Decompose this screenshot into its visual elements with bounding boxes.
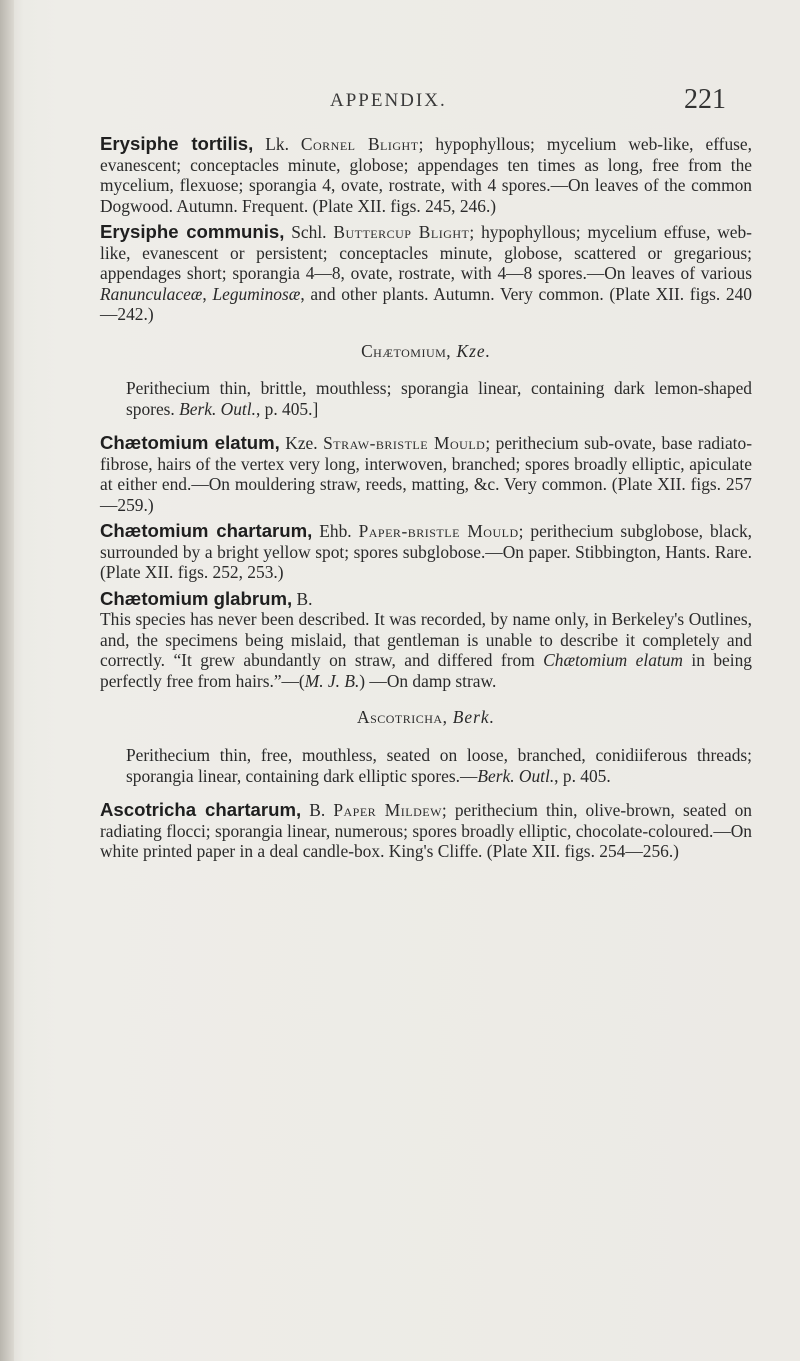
species-description: ; perithecium sub-ovate, base radiato-fibrose, hairs of the vertex very long, interwoven, branched; spores broadly elliptic, apiculate at either end.—On mouldering straw, reeds, matting, &c. Very common. (Plate XII. figs. 257—259.) [100, 433, 752, 515]
common-name: Paper-bristle Mould [358, 521, 519, 542]
species-authority: Kze. [279, 433, 324, 454]
species-entry-chaetomium-glabrum [100, 589, 752, 692]
species-entry-erysiphe-tortilis [100, 134, 752, 216]
species-reference: Chætomium elatum [543, 650, 683, 671]
species-name: Chætomium glabrum, [100, 587, 293, 609]
genus-description-text: Perithecium thin, brittle, mouthless; sporangia linear, containing dark lemon-shaped spores. [126, 378, 752, 419]
common-name: Paper Mildew [333, 800, 442, 821]
page-header [0, 84, 800, 128]
species-entry-chaetomium-elatum [100, 433, 752, 515]
species-description: ; hypophyllous; mycelium effuse, web-like, evanescent or persistent; conceptacles minute, globose, scattered or gregarious; appendages short; sporangia 4—8, ovate, rostrate, with 4—8 spores.—On leaves of various [100, 222, 752, 283]
genus-description-chaetomium [100, 378, 752, 419]
species-name: Chætomium chartarum, [100, 520, 313, 542]
reference: Berk. Outl. [477, 765, 555, 786]
species-description: ; perithecium thin, olive-brown, seated on radiating flocci; sporangia linear, numerous; spores broadly elliptic, chocolate-coloured.—On white printed paper in a deal candle-box. King's Cliffe. (Plate XII. figs. 254—256.) [100, 800, 752, 862]
separator: , [202, 283, 213, 304]
species-description-mid: in being perfectly free from hairs.”—( [100, 650, 753, 691]
common-name: Cornel Blight [300, 134, 419, 154]
genus-authority: Kze. [451, 340, 491, 361]
species-name: Erysiphe communis, [100, 221, 285, 242]
genus-authority: Berk. [447, 707, 495, 728]
genus-heading-chaetomium [100, 341, 752, 362]
genus-name: Ascotricha, [357, 707, 448, 728]
common-name: Straw-bristle Mould [323, 433, 486, 454]
common-name: Buttercup Blight [333, 222, 470, 242]
reference: Berk. Outl. [179, 398, 256, 419]
species-authority: Schl. [284, 222, 334, 242]
species-description: This species has never been described. It was recorded, by name only, in Berkeley's Outlines, and, the specimens being mislaid, that gentleman is unable to describe it completely and correctly. “It grew abundantly on straw, and differed from [100, 609, 752, 671]
species-authority: Lk. [253, 134, 301, 154]
genus-description-ascotricha [100, 745, 752, 786]
reference-page: , p. 405. [554, 765, 611, 786]
page-number: 221 [684, 84, 726, 115]
species-description: ; hypophyllous; mycelium web-like, effuse, evanescent; conceptacles minute, globose; appendages ten times as long, free from the mycelium, flexuose; sporangia 4, ovate, rostrate, with 4 spores.—On leaves of the common Dogwood. Autumn. Frequent. (Plate XII. figs. 245, 246.) [100, 134, 753, 216]
initials: M. J. B. [304, 670, 360, 691]
species-name: Erysiphe tortilis, [100, 133, 254, 154]
species-description-end: ) —On damp straw. [359, 670, 497, 691]
page-spine-shadow [0, 0, 14, 1361]
genus-name: Chætomium, [361, 340, 452, 361]
page-content [100, 134, 752, 868]
species-entry-chaetomium-chartarum [100, 521, 752, 583]
genus-heading-ascotricha [100, 707, 752, 728]
family-name: Ranunculaceæ [100, 283, 203, 304]
species-name: Chætomium elatum, [100, 432, 280, 454]
species-authority: Ehb. [312, 521, 359, 542]
genus-description-text: Perithecium thin, free, mouthless, seated on loose, branched, conidiiferous threads; sporangia linear, containing dark elliptic spores.— [126, 745, 752, 786]
reference-page: , p. 405.] [255, 398, 319, 419]
species-name: Ascotricha chartarum, [100, 799, 302, 821]
family-name: Leguminosæ [212, 283, 301, 304]
species-entry-ascotricha-chartarum [100, 800, 752, 862]
species-authority: B. [292, 588, 313, 609]
species-description: ; perithecium subglobose, black, surrounded by a bright yellow spot; spores subglobose.—On paper. Stibbington, Hants. Rare. (Plate XII. figs. 252, 253.) [100, 521, 752, 583]
species-authority: B. [301, 800, 334, 821]
species-description-end: , and other plants. Autumn. Very common. (Plate XII. figs. 240—242.) [100, 283, 753, 324]
running-head: APPENDIX. [330, 90, 447, 111]
species-entry-erysiphe-communis [100, 222, 752, 325]
